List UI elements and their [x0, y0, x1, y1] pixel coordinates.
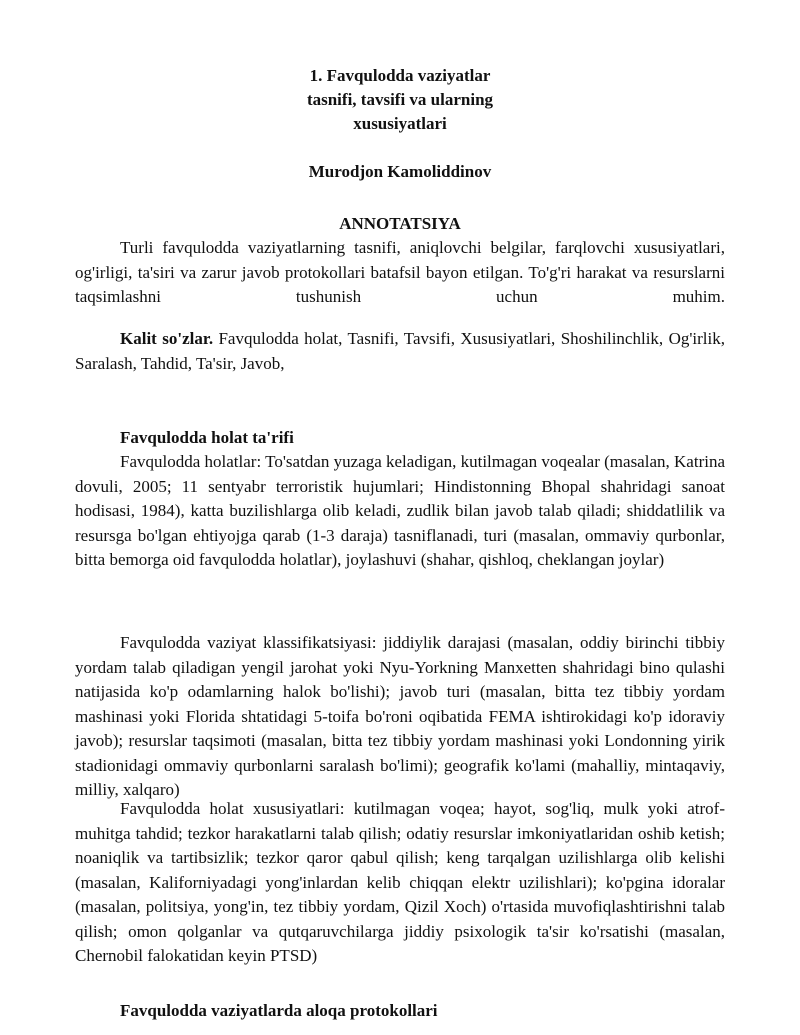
title-line-1: 1. Favqulodda vaziyatlar: [309, 66, 491, 85]
section-heading-protocols: Favqulodda vaziyatlarda aloqa protokollari: [120, 1001, 438, 1020]
section-heading-definition: Favqulodda holat ta'rifi: [120, 428, 294, 447]
keywords-paragraph: [75, 327, 725, 376]
title-line-3: xususiyatlari: [353, 114, 447, 133]
annotation-text: Turli favqulodda vaziyatlarning tasnifi, aniqlovchi belgilar, farqlovchi xususiyatlari, og'irligi, ta'siri va zarur javob protokollari batafsil bayon etilgan. To'g'ri harakat va resurslarni taqsimlashni tushunish uchun muhim.: [75, 238, 725, 306]
document-title: [75, 64, 725, 136]
paragraph-definition: Favqulodda holatlar: To'satdan yuzaga keladigan, kutilmagan voqealar (masalan, Katrina dovuli, 2005; 11 sentyabr terroristik hujumlari; Hindistonning Bhopal shahridagi sanoat hodisasi, 1984), katta buzilishlarga olib keladi, zudlik bilan javob talab qiladi; shiddatlilik va resursga bo'lgan ehtiyojga qarab (1-3 daraja) tasniflanadi, turi (masalan, ommaviy qurbonlar, bitta bemorga oid favqulodda holatlar), joylashuvi (shahar, qishloq, cheklangan joylar): [75, 452, 725, 569]
keywords-label: Kalit so'zlar.: [120, 329, 214, 348]
paragraph-classification: Favqulodda vaziyat klassifikatsiyasi: jiddiylik darajasi (masalan, oddiy birinchi tibbiy yordam talab qiladigan yengil jarohat yoki Nyu-Yorkning Manxetten shahridagi bino qulashi natijasida ko'p odamlarning halok bo'lishi); javob turi (masalan, bitta tez tibbiy yordam mashinasi yoki Florida shtatidagi 5-toifa bo'roni oqibatida FEMA ishtirokidagi ko'p idoraviy javob); resurslar taqsimoti (masalan, bitta tez tibbiy yordam mashinasi yoki Londonning yirik stadionidagi ommaviy qurbonlarni saralash bo'limi); geografik ko'lami (mahalliy, mintaqaviy, milliy, xalqaro): [75, 633, 725, 799]
keywords-text: Favqulodda holat, Tasnifi, Tavsifi, Xususiyatlari, Shoshilinchlik, Og'irlik, Saralash, Tahdid, Ta'sir, Javob,: [75, 329, 725, 373]
annotation-heading: ANNOTATSIYA: [339, 214, 461, 233]
author-name: Murodjon Kamoliddinov: [308, 162, 492, 181]
title-line-2: tasnifi, tavsifi va ularning: [306, 90, 494, 109]
paragraph-characteristics: Favqulodda holat xususiyatlari: kutilmagan voqea; hayot, sog'liq, mulk yoki atrof-muhitga tahdid; tezkor harakatlarni talab qilish; odatiy resurslar imkoniyatlaridan oshib ketish; noaniqlik va tartibsizlik; tezkor qaror qabul qilish; keng tarqalgan uzilishlarga olib kelishi (masalan, Kaliforniyadagi yong'inlardan kelib chiqqan elektr uzilishlari); ko'pgina idoralar (masalan, politsiya, yong'in, tez tibbiy yordam, Qizil Xoch) o'rtasida muvofiqlashtirishni talab qilish; omon qolganlar va qutqaruvchilarga jiddiy psixologik ta'sir ko'rsatishi (masalan, Chernobil falokatidan keyin PTSD): [75, 799, 725, 965]
